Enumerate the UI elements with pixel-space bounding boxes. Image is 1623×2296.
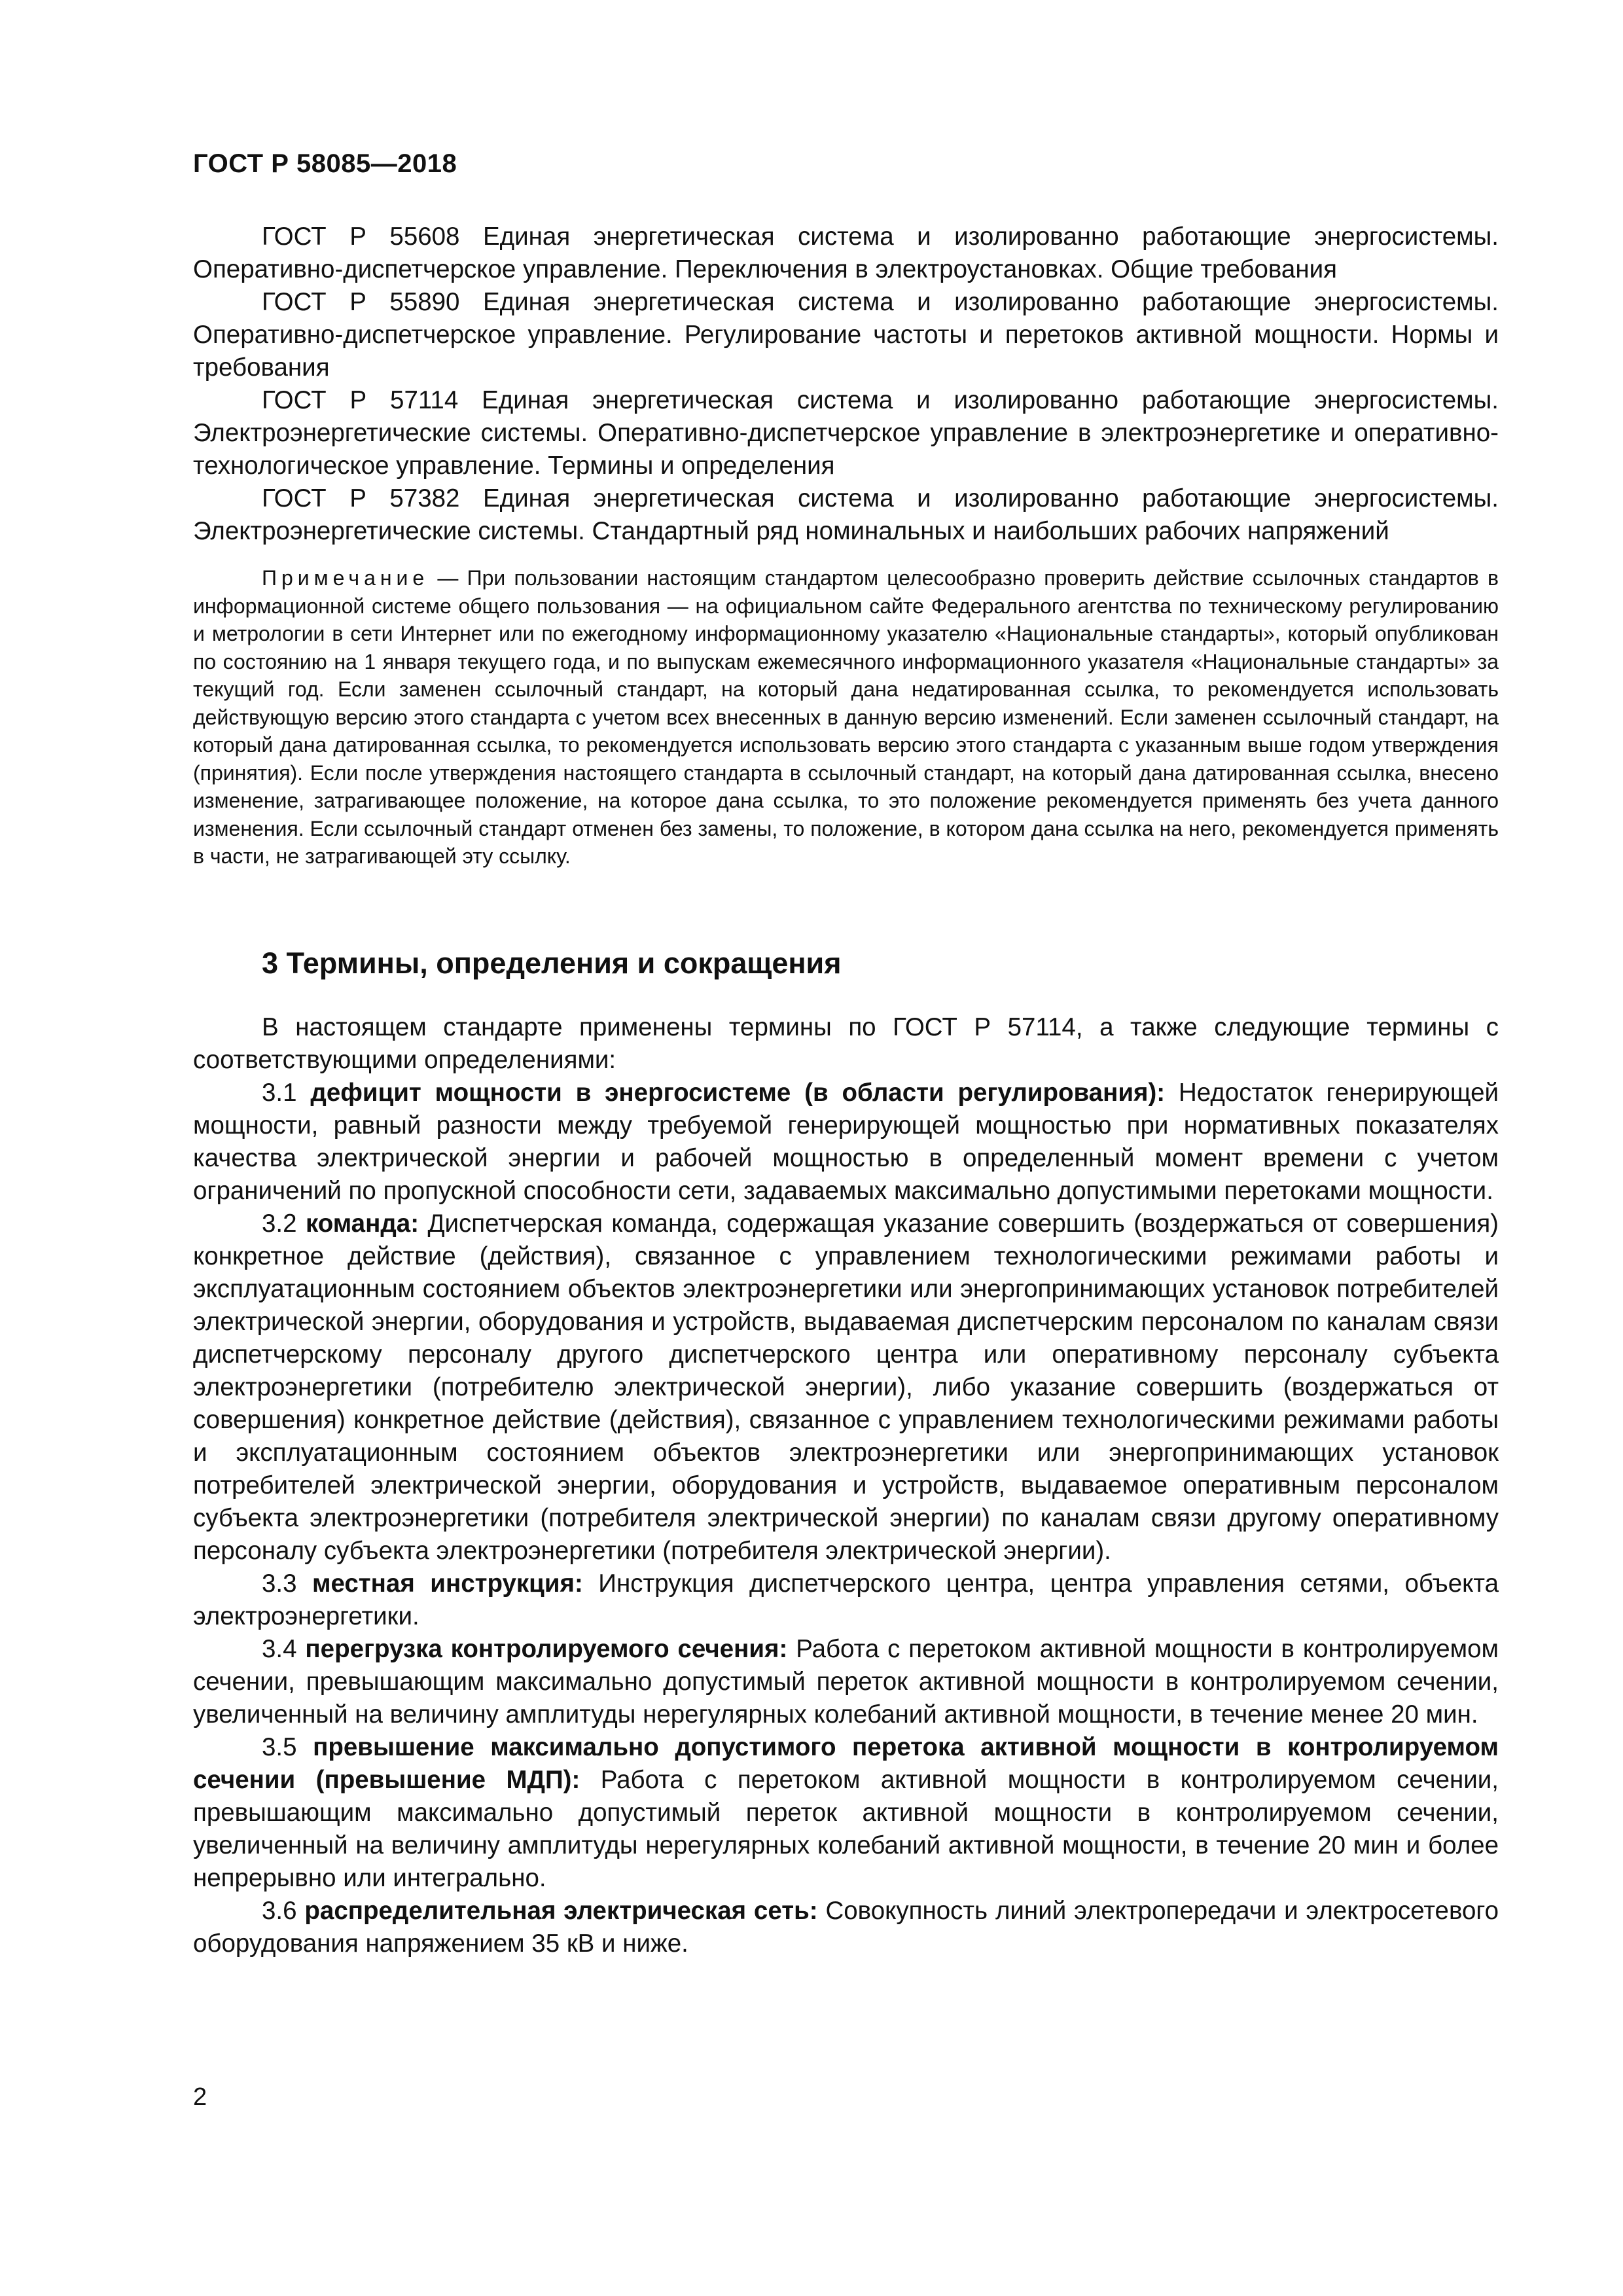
reference-item: ГОСТ Р 55890 Единая энергетическая система и изолированно работающие энергосистемы. Оперативно-диспетчерское управление. Регулирование частоты и перетоков активной мощности. Нормы и требования (193, 288, 1499, 382)
term-entry (193, 1731, 1499, 1895)
term-name: превышение максимально допустимого перетока активной мощности в контролируемом сечении (превышение МДП): (193, 1733, 1499, 1794)
term-name: местная инструкция: (312, 1570, 583, 1598)
term-entry (193, 1895, 1499, 1960)
term-entry (193, 1568, 1499, 1633)
term-number: 3.5 (262, 1733, 313, 1761)
term-entry (193, 1077, 1499, 1208)
term-entry (193, 1633, 1499, 1731)
term-number: 3.3 (262, 1570, 313, 1598)
term-number: 3.6 (262, 1897, 305, 1925)
term-definition: Работа с перетоком активной мощности в контролируемом сечении, превышающим максимально допустимый переток активной мощности в контролируемом сечении, увеличенный на величину амплитуды нерегулярных колебаний активной мощности, в течение менее 20 мин. (193, 1635, 1499, 1729)
term-name: команда: (305, 1210, 419, 1238)
term-number: 3.4 (262, 1635, 306, 1663)
references-note (193, 564, 1499, 870)
term-number: 3.1 (262, 1079, 311, 1107)
term-definition: Недостаток генерирующей мощности, равный разности между требуемой генерирующей мощностью при нормативных показателях качества электрической энергии и рабочей мощностью в определенный момент времени с учетом ограничений по пропускной способности сети, задаваемых максимально допустимыми перетоками мощности. (193, 1079, 1499, 1205)
section-title: 3 Термины, определения и сокращения (262, 946, 842, 980)
reference-item: ГОСТ Р 57114 Единая энергетическая система и изолированно работающие энергосистемы. Электроэнергетические системы. Оперативно-диспетчерское управление в электроэнергетике и оперативно-технологическое управление. Термины и определения (193, 386, 1499, 480)
page-number: 2 (193, 2083, 207, 2111)
term-name: распределительная электрическая сеть: (304, 1897, 818, 1925)
terms-list (193, 1011, 1499, 1960)
term-definition: Работа с перетоком активной мощности в контролируемом сечении, превышающим максимально допустимый переток активной мощности в контролируемом сечении, увеличенный на величину амплитуды нерегулярных колебаний активной мощности, в течение 20 мин и более непрерывно или интегрально. (193, 1766, 1499, 1892)
term-name: дефицит мощности в энергосистеме (в области регулирования): (310, 1079, 1166, 1107)
term-definition: Совокупность линий электропередачи и электросетевого оборудования напряжением 35 кВ и ниже. (193, 1897, 1499, 1958)
document-code-header: ГОСТ Р 58085—2018 (193, 149, 457, 178)
note-label: Примечание (262, 566, 429, 590)
reference-item: ГОСТ Р 55608 Единая энергетическая система и изолированно работающие энергосистемы. Оперативно-диспетчерское управление. Переключения в электроустановках. Общие требования (193, 223, 1499, 283)
term-entry (193, 1208, 1499, 1568)
section-intro: В настоящем стандарте применены термины по ГОСТ Р 57114, а также следующие термины с соответствующими определениями: (193, 1013, 1499, 1074)
term-definition: Диспетчерская команда, содержащая указание совершить (воздержаться от совершения) конкретное действие (действия), связанное с управлением технологическими режимами работы и эксплуатационным состоянием объектов электроэнергетики или энергопринимающих установок потребителей электрической энергии, оборудования и устройств, выдаваемая диспетчерским персоналом по каналам связи диспетчерскому персоналу другого диспетчерского центра или оперативному персоналу субъекта электроэнергетики (потребителю электрической энергии), либо указание совершить (воздержаться от совершения) конкретное действие (действия), связанное с управлением технологическими режимами работы и эксплуатационным состоянием объектов электроэнергетики или энергопринимающих установок потребителей электрической энергии, оборудования и устройств, выдаваемое оперативным персоналом субъекта электроэнергетики (потребителя электрической энергии) по каналам связи другому оперативному персоналу субъекта электроэнергетики (потребителя электрической энергии). (193, 1210, 1499, 1565)
normative-references-list (193, 221, 1499, 548)
reference-item: ГОСТ Р 57382 Единая энергетическая система и изолированно работающие энергосистемы. Электроэнергетические системы. Стандартный ряд номинальных и наибольших рабочих напряжений (193, 484, 1499, 545)
term-name: перегрузка контролируемого сечения: (305, 1635, 788, 1663)
note-text: — При пользовании настоящим стандартом целесообразно проверить действие ссылочных стандартов в информационной системе общего пользования — на официальном сайте Федерального агентства по техническому регулированию и метрологии в сети Интернет или по ежегодному информационному указателю «Национальные стандарты», который опубликован по состоянию на 1 января текущего года, и по выпускам ежемесячного информационного указателя «Национальные стандарты» за текущий год. Если заменен ссылочный стандарт, на который дана недатированная ссылка, то рекомендуется использовать действующую версию этого стандарта с учетом всех внесенных в данную версию изменений. Если заменен ссылочный стандарт, на который дана датированная ссылка, то рекомендуется использовать версию этого стандарта с указанным выше годом утверждения (принятия). Если после утверждения настоящего стандарта в ссылочный стандарт, на который дана датированная ссылка, внесено изменение, затрагивающее положение, на которое дана ссылка, то это положение рекомендуется применять без учета данного изменения. Если ссылочный стандарт отменен без замены, то положение, в котором дана ссылка на него, рекомендуется применять в части, не затрагивающей эту ссылку. (193, 566, 1499, 868)
term-number: 3.2 (262, 1210, 306, 1238)
term-definition: Инструкция диспетчерского центра, центра управления сетями, объекта электроэнергетики. (193, 1570, 1499, 1630)
